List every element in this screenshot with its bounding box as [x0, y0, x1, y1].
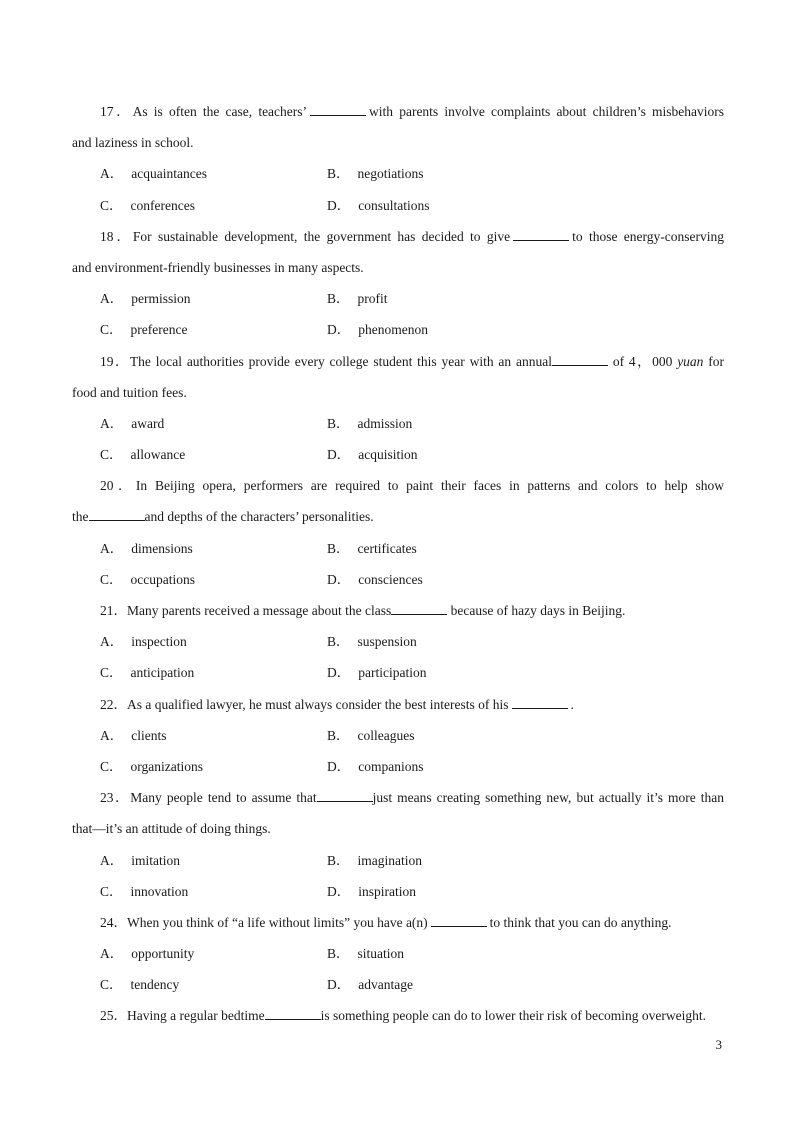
answer-blank: [89, 507, 145, 521]
question-17-options-row-1: [72, 158, 724, 189]
option-d: D． consultations: [327, 197, 430, 213]
option-b: B． certificates: [327, 540, 417, 556]
option-d: D． participation: [327, 665, 427, 681]
question-number: 22．: [100, 696, 127, 712]
option-d: D． phenomenon: [327, 322, 428, 338]
option-b: B． suspension: [327, 634, 417, 650]
answer-blank: [513, 227, 569, 241]
question-number: 18．: [100, 228, 133, 244]
question-20-stem-cont: the and depths of the characters’ personalities.: [72, 509, 374, 525]
option-d: D． advantage: [327, 977, 413, 993]
question-21-stem: 21．Many parents received a message about the class because of hazy days in Beijing.: [100, 603, 626, 618]
option-c: C． preference: [100, 322, 188, 338]
option-c: C． organizations: [100, 758, 203, 774]
option-d: D． consciences: [327, 571, 423, 587]
option-a: A． permission: [100, 291, 191, 307]
question-number: 24．: [100, 914, 127, 930]
question-list: [72, 96, 724, 1032]
option-d: D． companions: [327, 758, 424, 774]
question-17-stem-cont: and laziness in school.: [72, 135, 194, 151]
option-c: C． innovation: [100, 883, 189, 899]
question-20-options-row-2: [72, 564, 724, 595]
question-21-options-row-1: [72, 626, 724, 657]
answer-blank: [512, 695, 568, 709]
option-b: B． admission: [327, 415, 413, 431]
question-24-stem: 24．When you think of “a life without limits” you have a(n) to think that you can do anything.: [100, 914, 672, 930]
option-a: A． acquaintances: [100, 166, 207, 182]
answer-blank: [317, 788, 373, 802]
option-c: C． anticipation: [100, 665, 195, 681]
question-number: 19．: [100, 353, 130, 369]
option-d: D． inspiration: [327, 883, 416, 899]
question-23-options-row-2: [72, 876, 724, 907]
question-21-options-row-2: [72, 657, 724, 688]
option-c: C． allowance: [100, 447, 186, 463]
question-17-options-row-2: [72, 190, 724, 221]
option-b: B． imagination: [327, 852, 423, 868]
option-d: D． acquisition: [327, 447, 418, 463]
question-24-options-row-2: [72, 969, 724, 1000]
question-19-options-row-2: [72, 439, 724, 470]
option-a: A． inspection: [100, 634, 187, 650]
question-25-stem: 25．Having a regular bedtime is something people can do to lower their risk of becoming overweight.: [100, 1008, 706, 1024]
question-22-stem: 22．As a qualified lawyer, he must always consider the best interests of his .: [100, 696, 574, 712]
question-23-stem: 23．Many people tend to assume that just means creating something new, but actually it’s more than: [100, 790, 724, 806]
question-18-stem: 18．For sustainable development, the government has decided to give to those energy-conserving: [100, 228, 724, 244]
answer-blank: [431, 913, 487, 927]
question-18-options-row-1: [72, 283, 724, 314]
question-23-stem-cont: that—it’s an attitude of doing things.: [72, 821, 271, 837]
option-a: A． opportunity: [100, 946, 195, 962]
page-number: 3: [715, 1037, 722, 1052]
question-18-stem-cont: and environment-friendly businesses in many aspects.: [72, 259, 364, 275]
question-17-stem: 17．As is often the case, teachers’ with parents involve complaints about children’s misbehaviors: [100, 104, 724, 119]
question-24-options-row-1: [72, 938, 724, 969]
question-22-options-row-2: [72, 751, 724, 782]
question-number: 23．: [100, 790, 131, 806]
option-b: B． situation: [327, 946, 405, 962]
option-c: C． conferences: [100, 197, 195, 213]
option-b: B． profit: [327, 291, 388, 307]
option-c: C． tendency: [100, 977, 180, 993]
question-number: 20．: [100, 478, 136, 494]
question-19-options-row-1: [72, 408, 724, 439]
question-19-stem: 19．The local authorities provide every college student this year with an annual of 4，000 yuan for: [100, 353, 724, 369]
option-a: A． dimensions: [100, 540, 193, 556]
option-b: B． colleagues: [327, 727, 415, 743]
option-c: C． occupations: [100, 571, 195, 587]
question-20-stem: 20．In Beijing opera, performers are required to paint their faces in patterns and colors to help show: [100, 478, 724, 494]
option-a: A． imitation: [100, 852, 180, 868]
answer-blank: [552, 352, 608, 366]
question-19-stem-cont: food and tuition fees.: [72, 384, 187, 400]
answer-blank: [310, 102, 366, 116]
question-number: 25．: [100, 1008, 127, 1024]
answer-blank: [391, 601, 447, 615]
answer-blank: [265, 1006, 321, 1020]
question-number: 21．: [100, 603, 127, 618]
question-22-options-row-1: [72, 720, 724, 751]
option-a: A． clients: [100, 727, 167, 743]
question-20-options-row-1: [72, 533, 724, 564]
option-b: B． negotiations: [327, 166, 424, 182]
option-a: A． award: [100, 415, 165, 431]
question-23-options-row-1: [72, 845, 724, 876]
question-18-options-row-2: [72, 314, 724, 345]
question-number: 17．: [100, 104, 133, 119]
